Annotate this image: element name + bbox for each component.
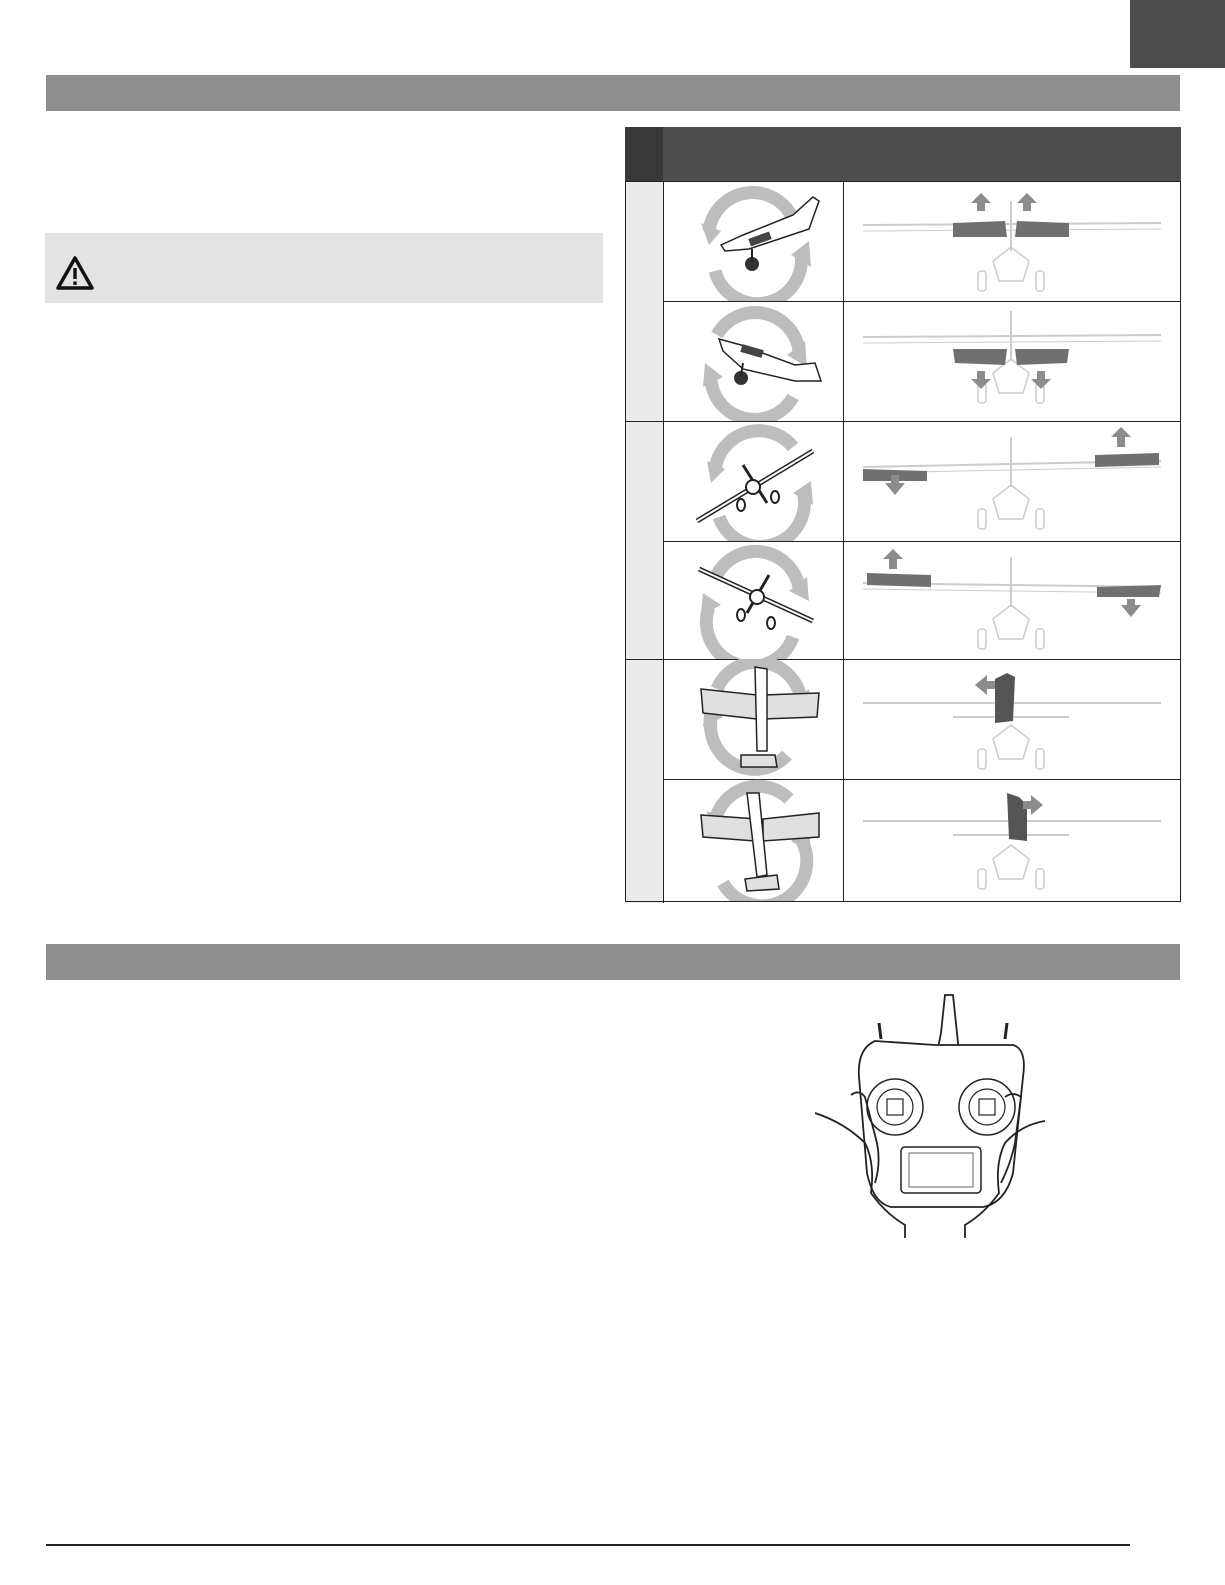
table-row-aileron-right [663,421,1181,542]
cell-aircraft-motion [663,541,844,659]
cell-control-response [843,541,1181,659]
cell-control-response [843,779,1181,902]
cell-control-response [843,181,1181,301]
table-row-rudder-left [663,659,1181,780]
group-cell-elevator [625,181,664,421]
airplane-pitch-down-icon [663,301,843,421]
table-row-elevator-down [663,301,1181,422]
warning-triangle-icon [55,255,95,291]
cell-control-response [843,659,1181,779]
cell-aircraft-motion [663,421,844,541]
group-cell-aileron [625,421,664,660]
cell-control-response [843,421,1181,541]
section-header-bar-control-direction [46,75,1180,111]
airplane-roll-right-icon [663,421,843,541]
table-row-elevator-up [663,181,1181,302]
cell-aircraft-motion [663,659,844,779]
cell-aircraft-motion [663,779,844,902]
group-cell-rudder [625,659,664,903]
cell-aircraft-motion [663,181,844,301]
airplane-pitch-up-icon [663,181,843,301]
elevator-up-diagram [843,181,1181,301]
control-direction-table [625,127,1181,902]
cell-control-response [843,301,1181,421]
airplane-yaw-left-icon [663,659,843,779]
table-row-rudder-right [663,779,1181,902]
airplane-yaw-right-icon [663,779,843,902]
section-header-bar-transmitter [46,944,1180,980]
transmitter-in-hands-icon [815,993,1045,1238]
footer-rule [46,1544,1130,1546]
table-header [625,127,1181,181]
table-row-aileron-left [663,541,1181,660]
aileron-right-diagram [843,421,1181,541]
page-corner-tab [1130,0,1225,68]
rudder-right-diagram [843,779,1181,902]
cell-aircraft-motion [663,301,844,421]
rudder-left-diagram [843,659,1181,779]
airplane-roll-left-icon [663,541,843,659]
warning-callout [45,233,603,303]
elevator-down-diagram [843,301,1181,421]
aileron-left-diagram [843,541,1181,659]
